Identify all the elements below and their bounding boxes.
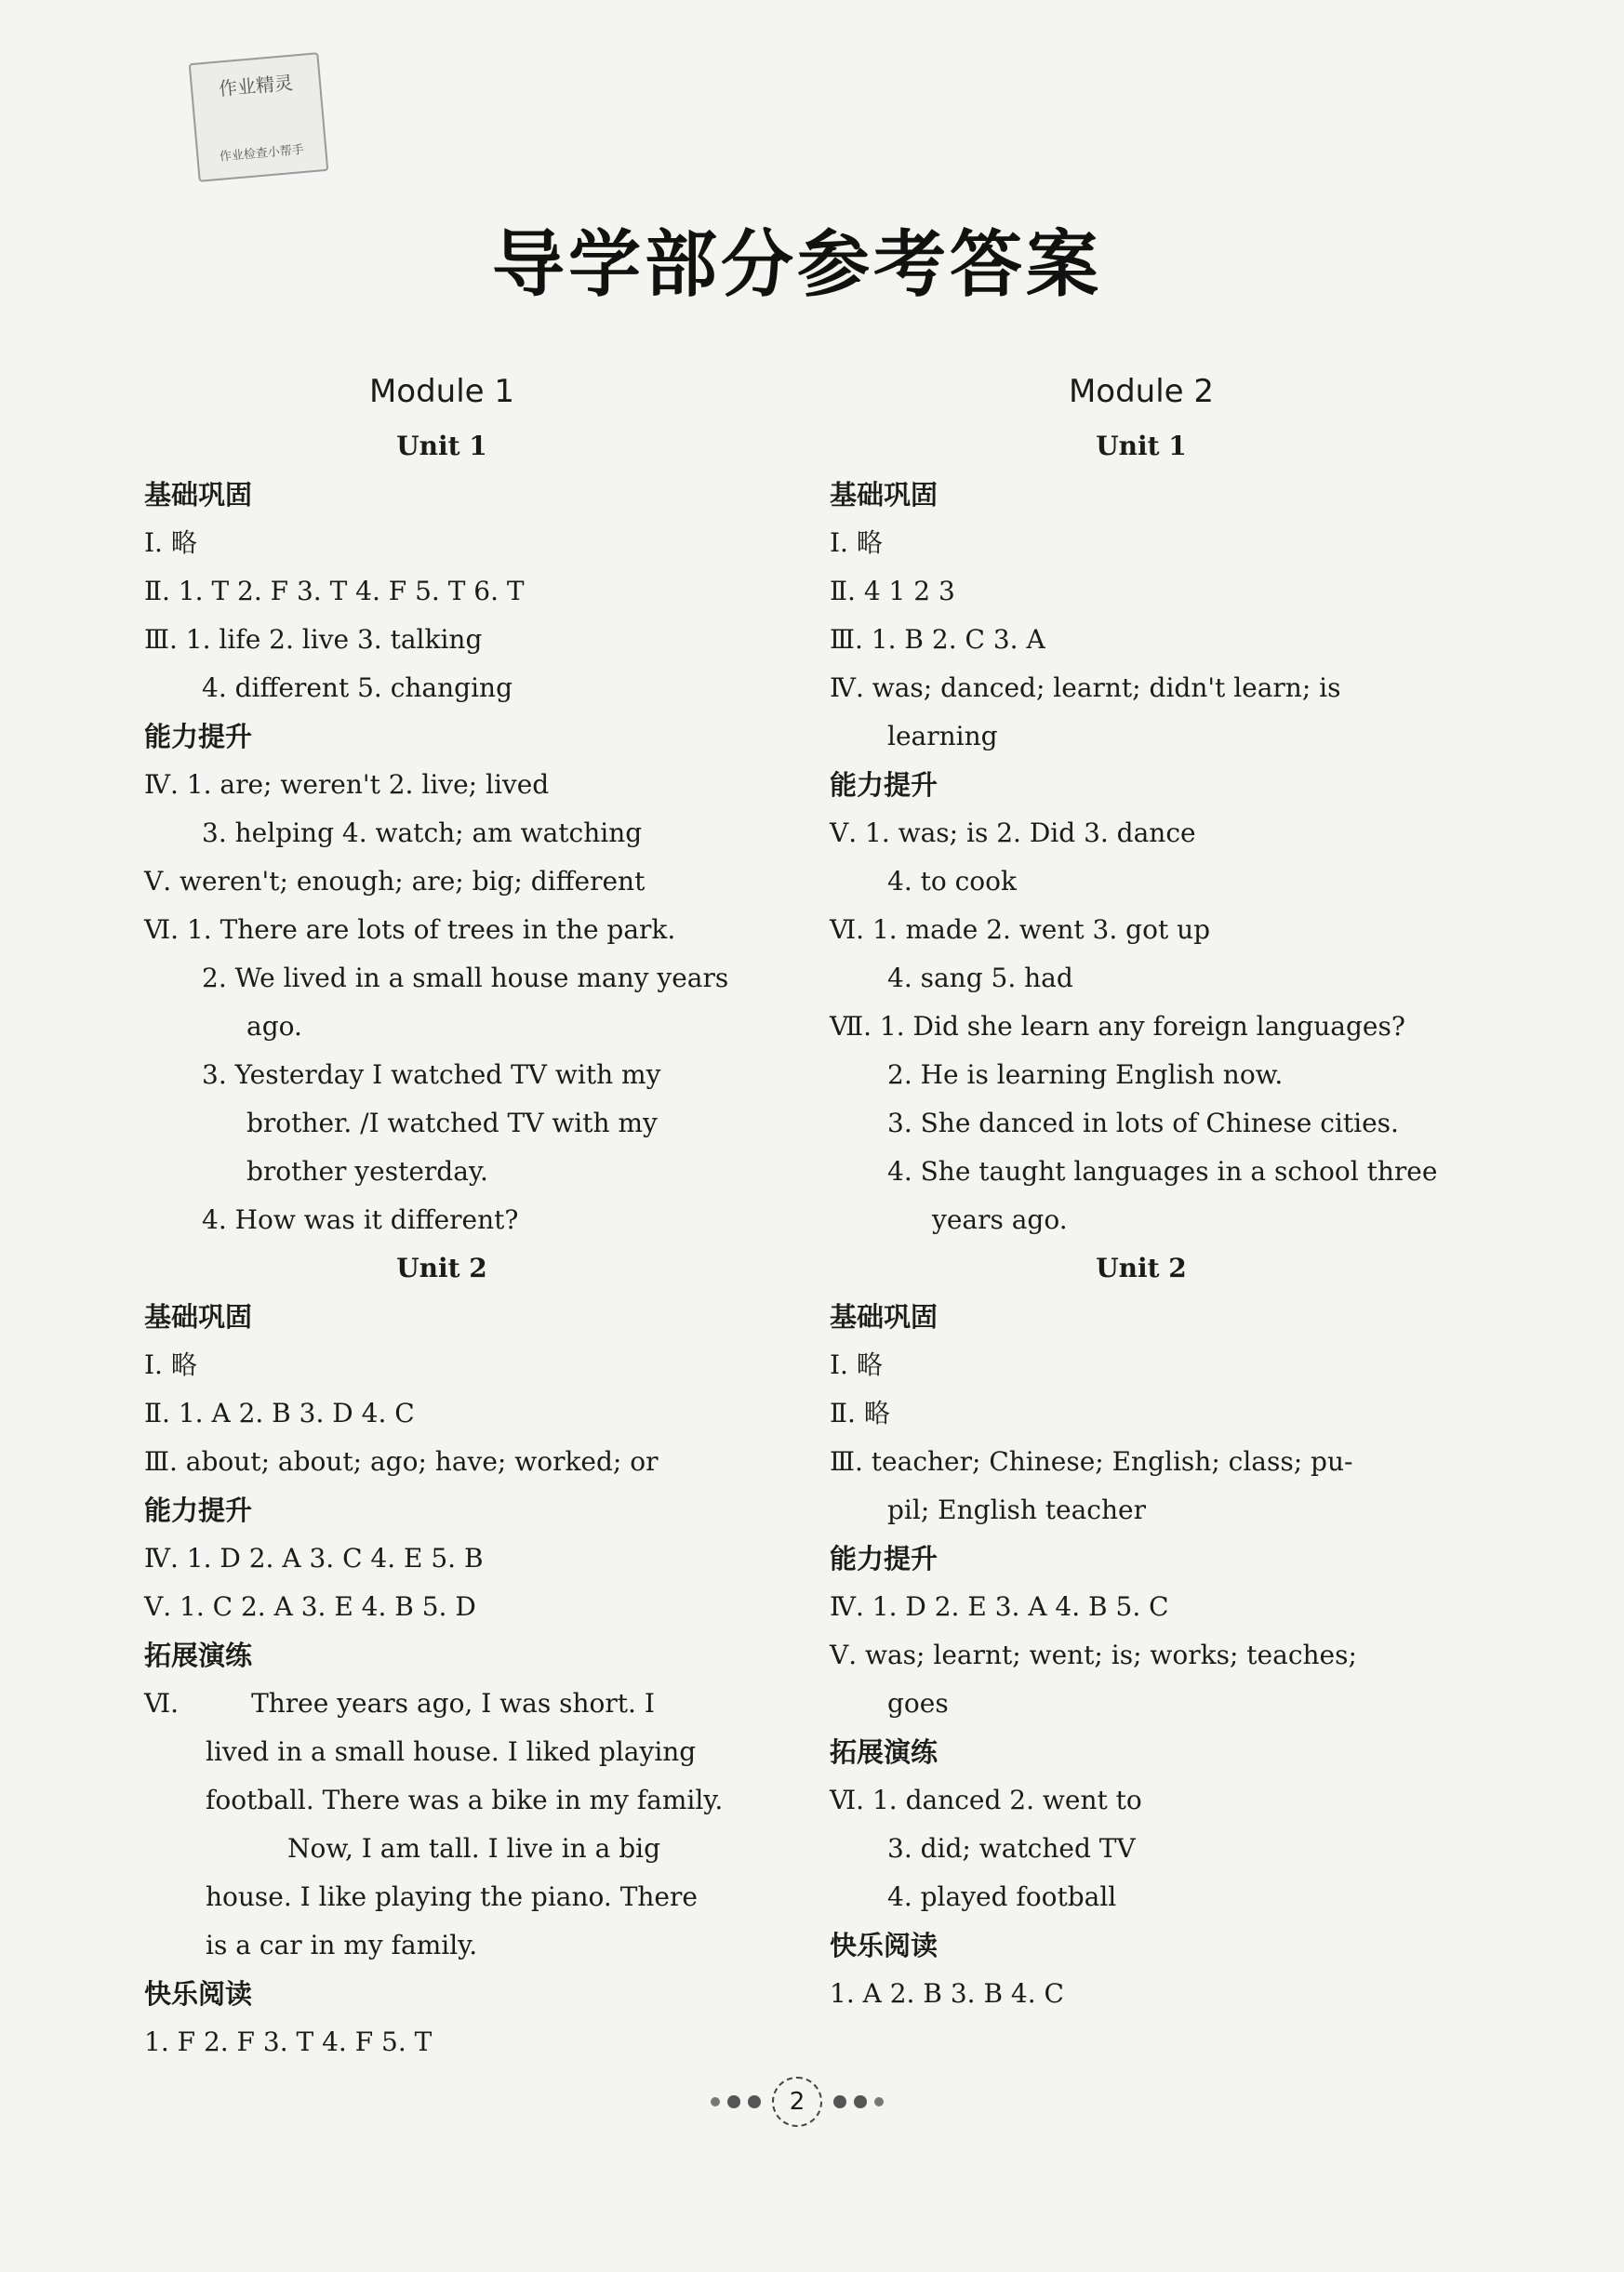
answer-line: Ⅳ. was; danced; learnt; didn't learn; is [830, 672, 1341, 703]
unit-title: Unit 2 [396, 1253, 487, 1283]
answer-line: Ⅳ. 1. D 2. A 3. C 4. E 5. B [144, 1543, 484, 1574]
answer-line: Ⅴ. weren't; enough; are; big; different [144, 866, 646, 897]
answer-line: Ⅲ. 1. life 2. live 3. talking [144, 624, 483, 655]
section-heading: 能力提升 [830, 1543, 938, 1574]
answer-line: Ⅲ. 1. B 2. C 3. A [830, 624, 1045, 655]
page-footer [0, 2074, 1594, 2130]
answer-line: Ⅱ. 1. A 2. B 3. D 4. C [144, 1398, 415, 1428]
section-heading: 快乐阅读 [830, 1930, 938, 1961]
section-heading: 能力提升 [144, 721, 253, 752]
stamp-title: 作业精灵 [218, 71, 294, 100]
section-heading: 基础巩固 [830, 1301, 938, 1333]
left-column [144, 368, 739, 2066]
answer-line: 4. played football [887, 1881, 1117, 1912]
module-title: Module 1 [368, 373, 515, 410]
answer-line: Ⅴ. 1. C 2. A 3. E 4. B 5. D [144, 1591, 476, 1622]
logo-stamp [189, 52, 329, 182]
answer-line: Ⅱ. 4 1 2 3 [830, 576, 955, 606]
answer-line: Ⅰ. 略 [144, 1349, 197, 1380]
answer-line: brother. /I watched TV with my [246, 1108, 658, 1138]
unit-title: Unit 2 [1096, 1253, 1187, 1283]
page-number: 2 [772, 2077, 822, 2127]
answer-line: Ⅲ. teacher; Chinese; English; class; pu- [830, 1446, 1353, 1477]
answer-line: Ⅵ. 1. made 2. went 3. got up [830, 914, 1211, 945]
answer-line: Ⅰ. 略 [830, 1349, 883, 1380]
answer-line: 2. We lived in a small house many years [202, 963, 729, 993]
decor-dot [833, 2095, 846, 2108]
answer-line: Ⅱ. 略 [830, 1398, 890, 1428]
answer-line: 4. to cook [887, 866, 1017, 897]
answer-line: 1. A 2. B 3. B 4. C [830, 1978, 1064, 2009]
answer-line: 1. F 2. F 3. T 4. F 5. T [144, 2026, 433, 2057]
section-heading: 基础巩固 [830, 479, 938, 511]
page-title: 导学部分参考答案 [491, 222, 1102, 307]
essay-line: house. I like playing the piano. There [206, 1881, 698, 1912]
answer-line: Ⅲ. about; about; ago; have; worked; or [144, 1446, 659, 1477]
answer-line: Ⅴ. 1. was; is 2. Did 3. dance [830, 817, 1196, 848]
answer-line: Ⅴ. was; learnt; went; is; works; teaches; [830, 1640, 1357, 1670]
unit-title: Unit 1 [396, 431, 487, 461]
essay-line: is a car in my family. [206, 1930, 478, 1960]
answer-line: Ⅱ. 1. T 2. F 3. T 4. F 5. T 6. T [144, 576, 525, 606]
stamp-subtitle: 作业检查小帮手 [219, 142, 305, 165]
answer-line: 3. helping 4. watch; am watching [202, 817, 643, 848]
section-heading: 能力提升 [144, 1495, 253, 1526]
answer-line: Ⅰ. 略 [144, 527, 197, 558]
answer-line: Ⅵ. 1. There are lots of trees in the park. [144, 914, 676, 945]
decor-dot [748, 2095, 761, 2108]
answer-line: 4. different 5. changing [202, 672, 512, 703]
module-title: Module 2 [1068, 373, 1215, 410]
question-label: Ⅵ. [144, 1688, 180, 1719]
section-heading: 拓展演练 [144, 1640, 253, 1671]
answer-line: Ⅳ. 1. D 2. E 3. A 4. B 5. C [830, 1591, 1169, 1622]
answer-line: Ⅳ. 1. are; weren't 2. live; lived [144, 769, 550, 800]
section-heading: 基础巩固 [144, 1301, 253, 1333]
section-heading: 能力提升 [830, 769, 938, 801]
section-heading: 拓展演练 [830, 1736, 938, 1768]
answer-line: 3. Yesterday I watched TV with my [202, 1059, 661, 1090]
essay-line: Now, I am tall. I live in a big [287, 1833, 661, 1864]
answer-line: goes [887, 1688, 949, 1719]
essay-line: lived in a small house. I liked playing [206, 1736, 697, 1767]
answer-line: years ago. [932, 1204, 1068, 1235]
decor-dot [711, 2097, 720, 2106]
answer-line: 3. She danced in lots of Chinese cities. [887, 1108, 1399, 1138]
answer-line: 4. How was it different? [202, 1204, 519, 1235]
answer-line: brother yesterday. [246, 1156, 488, 1187]
answer-line: learning [887, 721, 998, 751]
answer-line: 2. He is learning English now. [887, 1059, 1284, 1090]
answer-line: Ⅰ. 略 [830, 527, 883, 558]
answer-line: 4. sang 5. had [887, 963, 1073, 993]
decor-dot [874, 2097, 884, 2106]
answer-line: pil; English teacher [887, 1495, 1146, 1525]
section-heading: 快乐阅读 [144, 1978, 253, 2010]
answer-line [144, 1680, 739, 1728]
answer-line: Ⅶ. 1. Did she learn any foreign languages? [830, 1011, 1405, 1042]
decor-dot [854, 2095, 867, 2108]
answer-line: 4. She taught languages in a school three [887, 1156, 1438, 1187]
right-column [830, 368, 1453, 2018]
unit-title: Unit 1 [1096, 431, 1187, 461]
decor-dot [727, 2095, 740, 2108]
answer-line: Ⅵ. 1. danced 2. went to [830, 1785, 1142, 1815]
essay-line: football. There was a bike in my family. [206, 1785, 724, 1815]
section-heading: 基础巩固 [144, 479, 253, 511]
answer-line: ago. [246, 1011, 302, 1042]
answer-line: 3. did; watched TV [887, 1833, 1136, 1864]
essay-text: Three years ago, I was short. I [251, 1688, 655, 1719]
